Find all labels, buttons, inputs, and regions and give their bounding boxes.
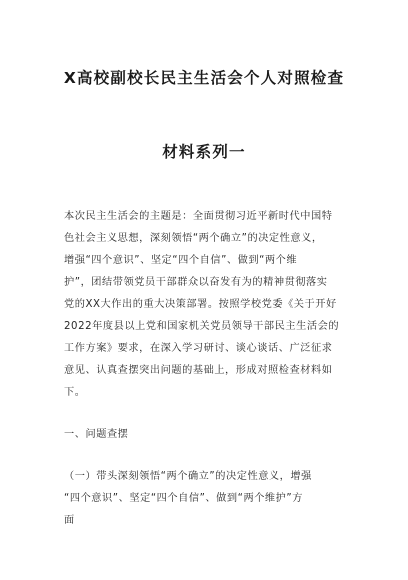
subsection-heading-line: （一）带头深刻领悟“两个确立”的决定性意义，增强 (64, 471, 312, 482)
intro-paragraph-line: 意见、认真查摆突出问题的基础上，形成对照检查材料如 (64, 365, 333, 376)
intro-paragraph-line: 色社会主义思想，深刻领悟“两个确立”的决定性意义， (64, 233, 323, 244)
intro-paragraph-line: 本次民主生活会的主题是：全面贯彻习近平新时代中国特 (64, 211, 333, 222)
intro-paragraph-line: 增强“四个意识”、坚定“四个自信”、做到“两个维 (64, 255, 298, 266)
document-title-line-1: X高校副校长民主生活会个人对照检查 (63, 69, 345, 87)
intro-paragraph-line: 工作方案》要求，在深入学习研讨、谈心谈话、广泛征求 (64, 343, 333, 354)
intro-paragraph-line: 2022年度县以上党和国家机关党员领导干部民主生活会的 (64, 321, 340, 332)
section-heading: 一、问题查摆 (64, 429, 129, 440)
intro-paragraph-line: 党的XX大作出的重大决策部署。按照学校党委《关于开好 (64, 299, 337, 310)
subsection-heading-line: 面 (64, 515, 75, 526)
intro-paragraph-line: 下。 (64, 387, 86, 398)
subsection-heading-line: “四个意识”、坚定“四个自信”、做到“两个维护”方 (64, 493, 303, 504)
intro-paragraph-line: 护”，团结带领党员干部群众以奋发有为的精神贯彻落实 (64, 277, 328, 288)
document-title-line-2: 材料系列一 (162, 143, 246, 161)
